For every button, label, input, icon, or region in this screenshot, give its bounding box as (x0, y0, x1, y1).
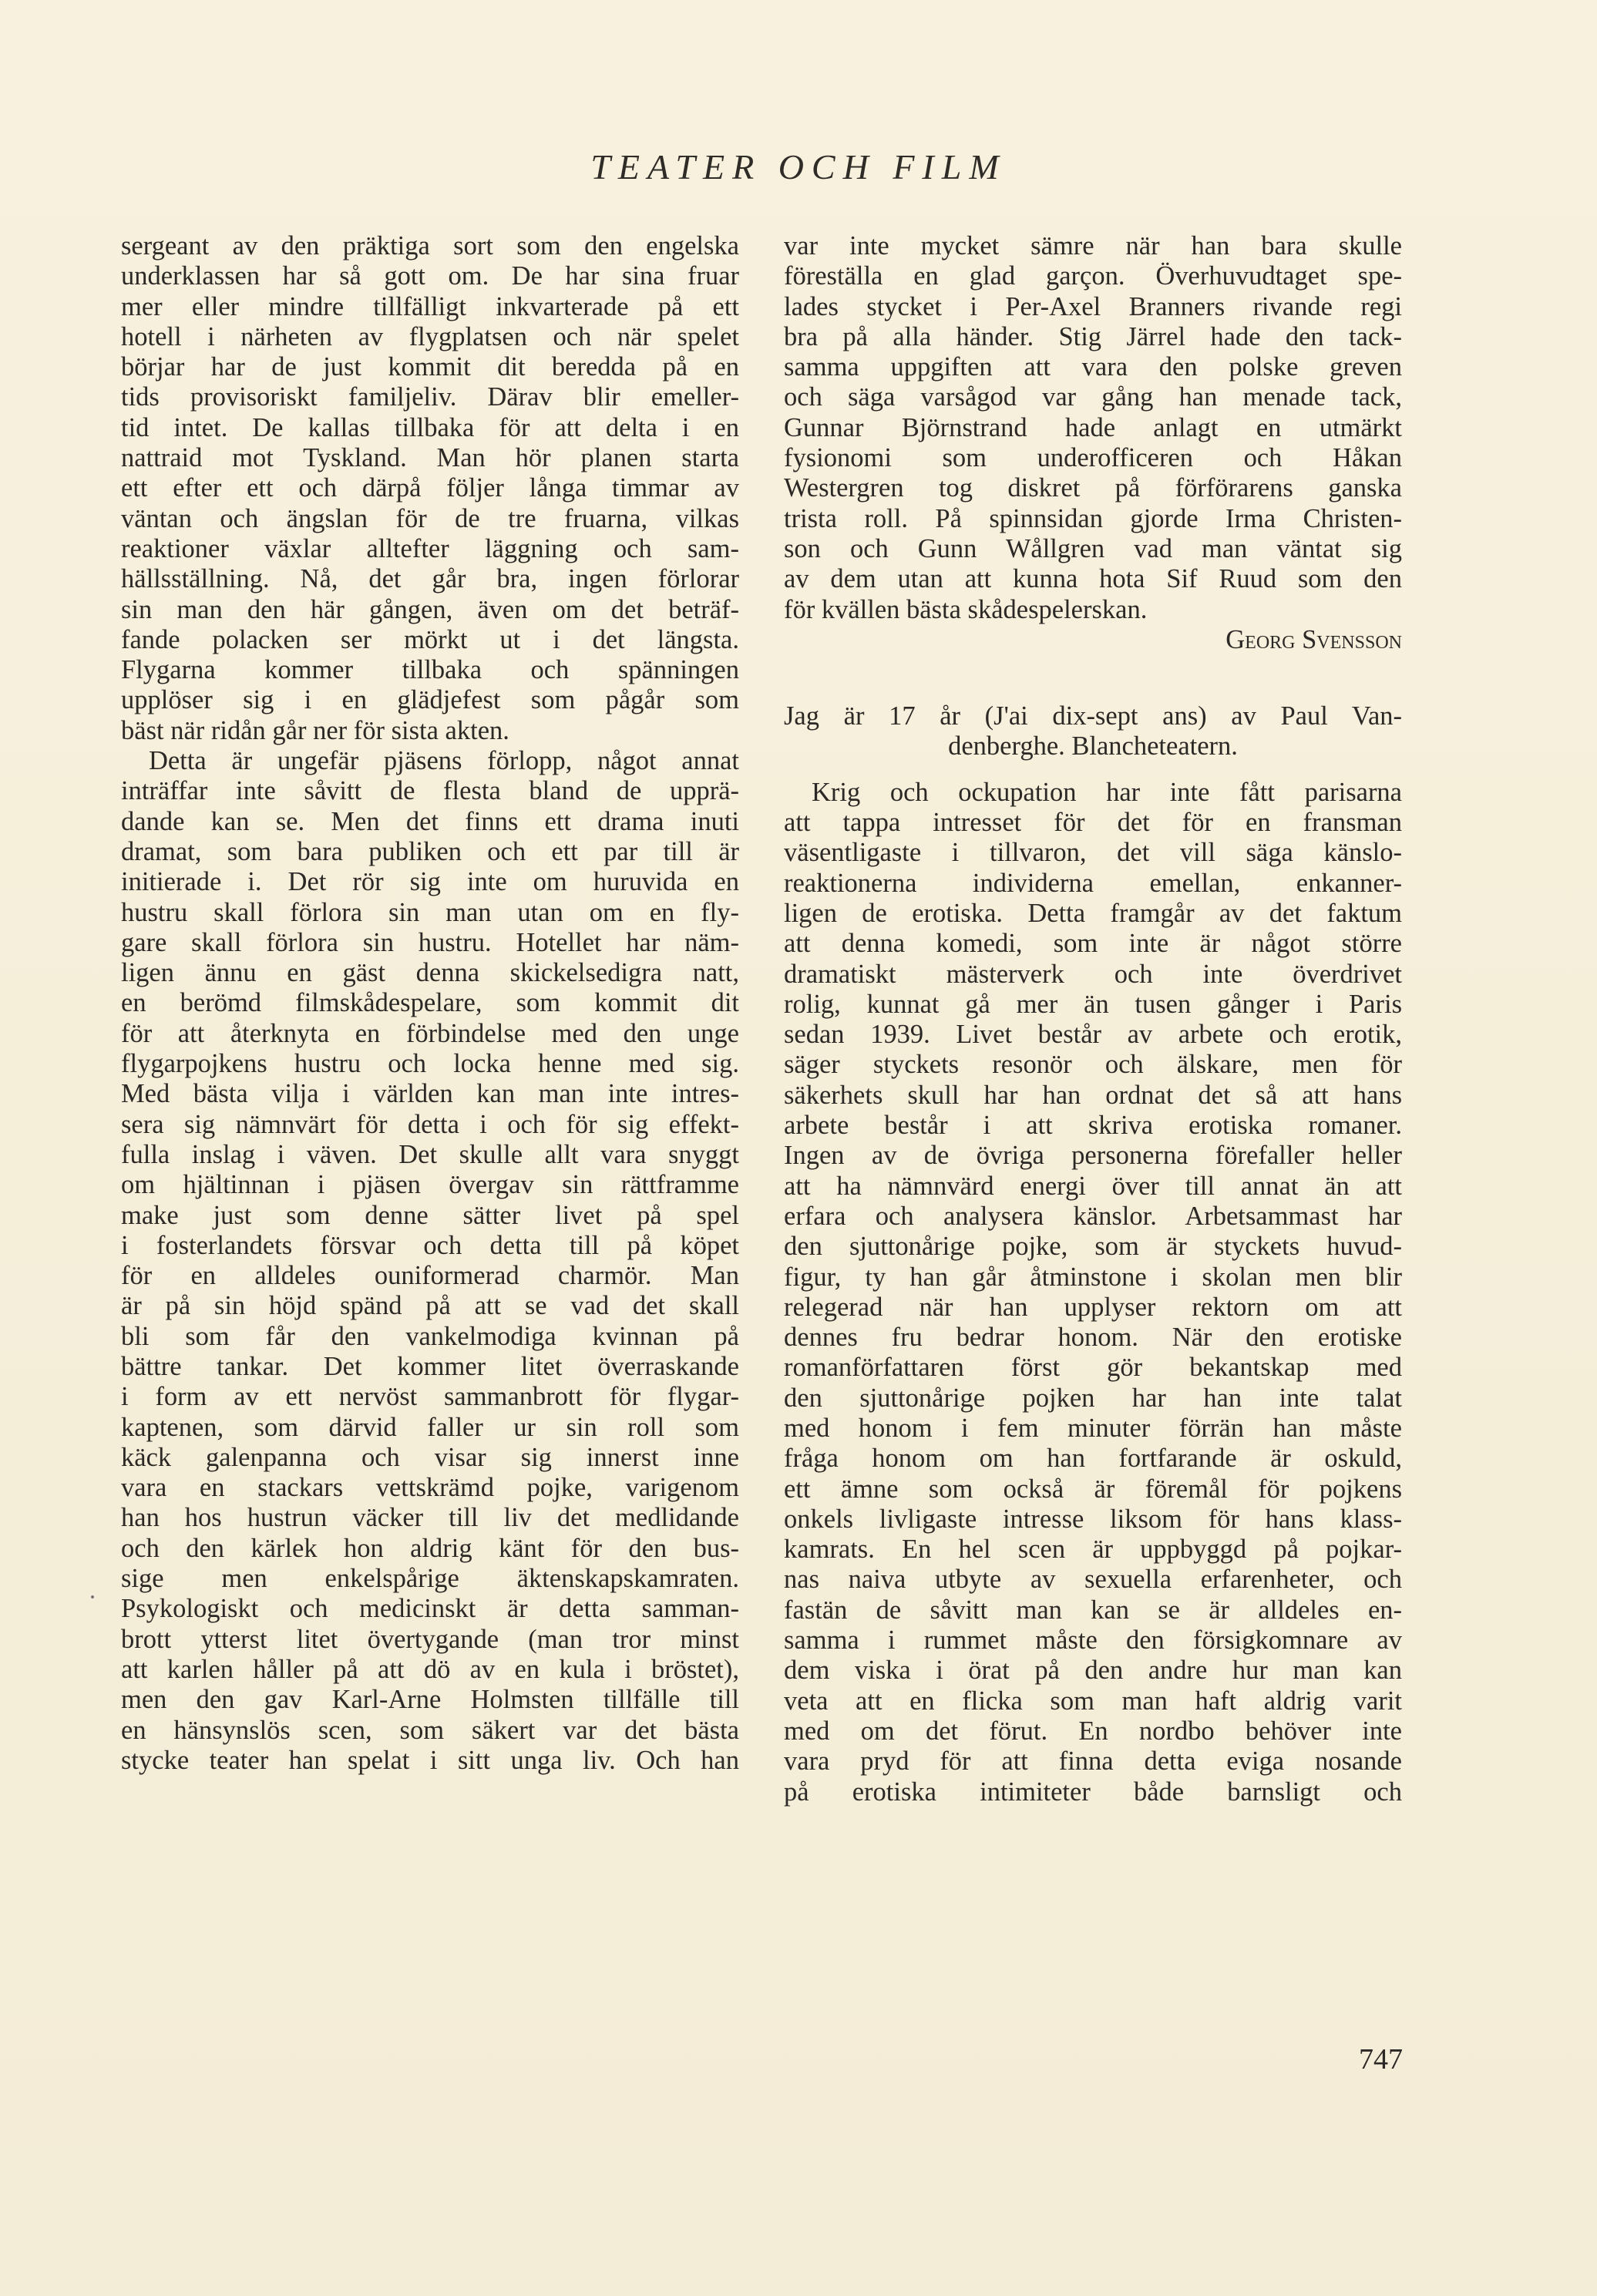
text-line: den sjuttonårige pojken har han inte talat (784, 1383, 1402, 1413)
text-line: make just som denne sätter livet på spel (121, 1200, 739, 1230)
right-column (784, 231, 1402, 1807)
text-line: hotell i närheten av flygplatsen och när spelet (121, 321, 739, 351)
text-line: för kvällen bästa skådespelerskan. (784, 594, 1148, 624)
text-line: gare skall förlora sin hustru. Hotellet har näm- (121, 927, 739, 957)
text-line: för en alldeles ouniformerad charmör. Man (121, 1261, 739, 1291)
text-line: den sjuttonårige pojke, som är styckets huvud- (784, 1232, 1402, 1262)
text-line: säger styckets resonör och älskare, men för (784, 1050, 1402, 1080)
text-line: tids provisoriskt familjeliv. Därav blir emeller- (121, 382, 739, 412)
text-line: samma i rummet måste den försigkomnare av (784, 1625, 1402, 1656)
text-line: sergeant av den präktiga sort som den engelska (121, 231, 739, 261)
text-line: av dem utan att kunna hota Sif Ruud som den (784, 564, 1402, 594)
text-line: upplöser sig i en glädjefest som pågår som (121, 685, 739, 715)
text-line: Krig och ockupation har inte fått parisarna (812, 777, 1402, 807)
text-line: veta att en flicka som man haft aldrig varit (784, 1686, 1402, 1716)
text-line: reaktioner växlar alltefter läggning och sam- (121, 533, 739, 563)
text-line: Ingen av de övriga personerna förefaller heller (784, 1141, 1402, 1171)
text-line: ett ämne som också är föremål för pojkens (784, 1474, 1402, 1504)
text-line: figur, ty han går åtminstone i skolan men blir (784, 1262, 1402, 1292)
text-line: Psykologiskt och medicinskt är detta samman- (121, 1594, 739, 1624)
text-line: bra på alla händer. Stig Järrel hade den tack- (784, 321, 1402, 351)
text-line: hällsställning. Nå, det går bra, ingen förlorar (121, 564, 739, 594)
text-line: säkerhets skull har han ordnat det så att hans (784, 1080, 1402, 1110)
review-heading: Jag är 17 år (J'ai dix-sept ans) av Paul Van- (784, 701, 1402, 731)
text-line: med om det förut. En nordbo behöver inte (784, 1716, 1402, 1746)
text-line: i fosterlandets försvar och detta till på köpet (121, 1230, 739, 1260)
text-line: för att återknyta en förbindelse med den unge (121, 1018, 739, 1048)
text-line: relegerad när han upplyser rektorn om att (784, 1292, 1402, 1322)
text-line: ligen de erotiska. Detta framgår av det faktum (784, 898, 1402, 928)
text-line: och den kärlek hon aldrig känt för den bus- (121, 1533, 739, 1563)
text-line: Westergren tog diskret på förförarens ganska (784, 473, 1402, 503)
text-line: sige men enkelspårige äktenskapskamraten. (121, 1564, 739, 1594)
text-line: bli som får den vankelmodiga kvinnan på (121, 1321, 739, 1351)
author-signature: Georg Svensson (1225, 624, 1402, 654)
text-line: tid intet. De kallas tillbaka för att delta i en (121, 412, 739, 442)
section-gap (784, 655, 1402, 686)
text-line: brott ytterst litet övertygande (man tror minst (121, 1624, 739, 1654)
text-line: dem viska i örat på den andre hur man kan (784, 1656, 1402, 1686)
text-line: bäst när ridån går ner för sista akten. (121, 715, 509, 745)
text-line: samma uppgiften att vara den polske greven (784, 352, 1402, 382)
text-line: son och Gunn Wållgren vad man väntat sig (784, 533, 1402, 563)
text-line: en hänsynslös scen, som säkert var det bästa (121, 1715, 739, 1745)
text-line: med honom i fem minuter förrän han måste (784, 1413, 1402, 1443)
text-line: att denna komedi, som inte är något större (784, 929, 1402, 959)
text-line: inträffar inte såvitt de flesta bland de upprä- (121, 776, 739, 806)
text-line: trista roll. På spinnsidan gjorde Irma Christen- (784, 503, 1402, 533)
text-line: ett efter ett och därpå följer långa timmar av (121, 473, 739, 503)
text-line: flygarpojkens hustru och locka henne med sig. (121, 1049, 739, 1079)
text-line: sedan 1939. Livet består av arbete och erotik, (784, 1020, 1402, 1050)
text-line: romanförfattaren först gör bekantskap med (784, 1353, 1402, 1383)
text-line: att tappa intresset för det för en fransman (784, 808, 1402, 838)
text-line: börjar har de just kommit dit beredda på en (121, 352, 739, 382)
text-line: fulla inslag i väven. Det skulle allt vara snyggt (121, 1139, 739, 1169)
text-line: han hos hustrun väcker till liv det medlidande (121, 1503, 739, 1533)
text-line: väsentligaste i tillvaron, det vill säga känslo- (784, 838, 1402, 868)
text-line: hustru skall förlora sin man utan om en fly- (121, 897, 739, 927)
review-heading: denberghe. Blancheteatern. (948, 731, 1238, 761)
text-line: arbete består i att skriva erotiska romaner. (784, 1111, 1402, 1141)
text-line: och säga varsågod var gång han menade tack, (784, 382, 1402, 412)
text-line: kaptenen, som därvid faller ur sin roll som (121, 1412, 739, 1442)
text-line: mer eller mindre tillfälligt inkvarterade på ett (121, 291, 739, 321)
text-line: väntan och ängslan för de tre fruarna, vilkas (121, 503, 739, 533)
text-line: kamrats. En hel scen är uppbyggd på pojkar- (784, 1535, 1402, 1565)
section-gap (784, 762, 1402, 778)
text-line: Med bästa vilja i världen kan man inte intres- (121, 1079, 739, 1109)
text-line: nas naiva utbyte av sexuella erfarenheter, och (784, 1565, 1402, 1595)
text-line: lades stycket i Per-Axel Branners rivande regi (784, 291, 1402, 321)
section-gap (784, 686, 1402, 701)
text-line: dramat, som bara publiken och ett par till är (121, 836, 739, 866)
left-column (121, 231, 739, 1776)
text-line: dande kan se. Men det finns ett drama inuti (121, 806, 739, 836)
margin-mark (91, 1595, 94, 1598)
text-line: initierade i. Det rör sig inte om huruvida en (121, 867, 739, 897)
text-line: rolig, kunnat gå mer än tusen gånger i Paris (784, 989, 1402, 1019)
page-number: 747 (1359, 2043, 1403, 2076)
text-line: om hjältinnan i pjäsen övergav sin rättframme (121, 1170, 739, 1200)
text-line: käck galenpanna och visar sig innerst inne (121, 1442, 739, 1472)
text-line: Detta är ungefär pjäsens förlopp, något annat (149, 746, 739, 776)
text-line: dramatiskt mästerverk och inte överdrivet (784, 959, 1402, 989)
text-line: fande polacken ser mörkt ut i det längsta. (121, 624, 739, 654)
text-line: föreställa en glad garçon. Överhuvudtaget spe- (784, 261, 1402, 291)
text-line: nattraid mot Tyskland. Man hör planen starta (121, 443, 739, 473)
text-line: fastän de såvitt man kan se är alldeles en- (784, 1595, 1402, 1625)
text-line: erfara och analysera känslor. Arbetsammast har (784, 1201, 1402, 1231)
text-line: en berömd filmskådespelare, som kommit dit (121, 988, 739, 1018)
text-line: stycke teater han spelat i sitt unga liv. Och han (121, 1745, 739, 1775)
text-line: onkels livligaste intresse liksom för hans klass- (784, 1504, 1402, 1534)
text-line: i form av ett nervöst sammanbrott för flygar- (121, 1382, 739, 1412)
text-line: att karlen håller på att dö av en kula i bröstet), (121, 1654, 739, 1684)
text-line: sera sig nämnvärt för detta i och för sig effekt- (121, 1109, 739, 1139)
text-line: var inte mycket sämre när han bara skulle (784, 231, 1402, 261)
running-header: TEATER OCH FILM (590, 147, 1007, 187)
text-line: att ha nämnvärd energi över till annat än att (784, 1171, 1402, 1201)
text-line: men den gav Karl-Arne Holmsten tillfälle till (121, 1685, 739, 1715)
text-line: dennes fru bedrar honom. När den erotiske (784, 1323, 1402, 1353)
text-line: underklassen har så gott om. De har sina fruar (121, 261, 739, 291)
text-line: är på sin höjd spänd på att se vad det skall (121, 1291, 739, 1321)
text-line: fysionomi som underofficeren och Håkan (784, 443, 1402, 473)
text-line: reaktionerna individerna emellan, enkanner- (784, 868, 1402, 898)
text-line: Flygarna kommer tillbaka och spänningen (121, 655, 739, 685)
text-line: på erotiska intimiteter både barnsligt och (784, 1777, 1402, 1807)
text-line: Gunnar Björnstrand hade anlagt en utmärkt (784, 412, 1402, 442)
text-line: sin man den här gången, även om det beträf- (121, 594, 739, 624)
text-line: bättre tankar. Det kommer litet överraskande (121, 1351, 739, 1381)
text-line: fråga honom om han fortfarande är oskuld, (784, 1444, 1402, 1474)
text-line: vara pryd för att finna detta eviga nosande (784, 1746, 1402, 1777)
text-line: vara en stackars vettskrämd pojke, varigenom (121, 1473, 739, 1503)
text-line: ligen ännu en gäst denna skickelsedigra natt, (121, 958, 739, 988)
